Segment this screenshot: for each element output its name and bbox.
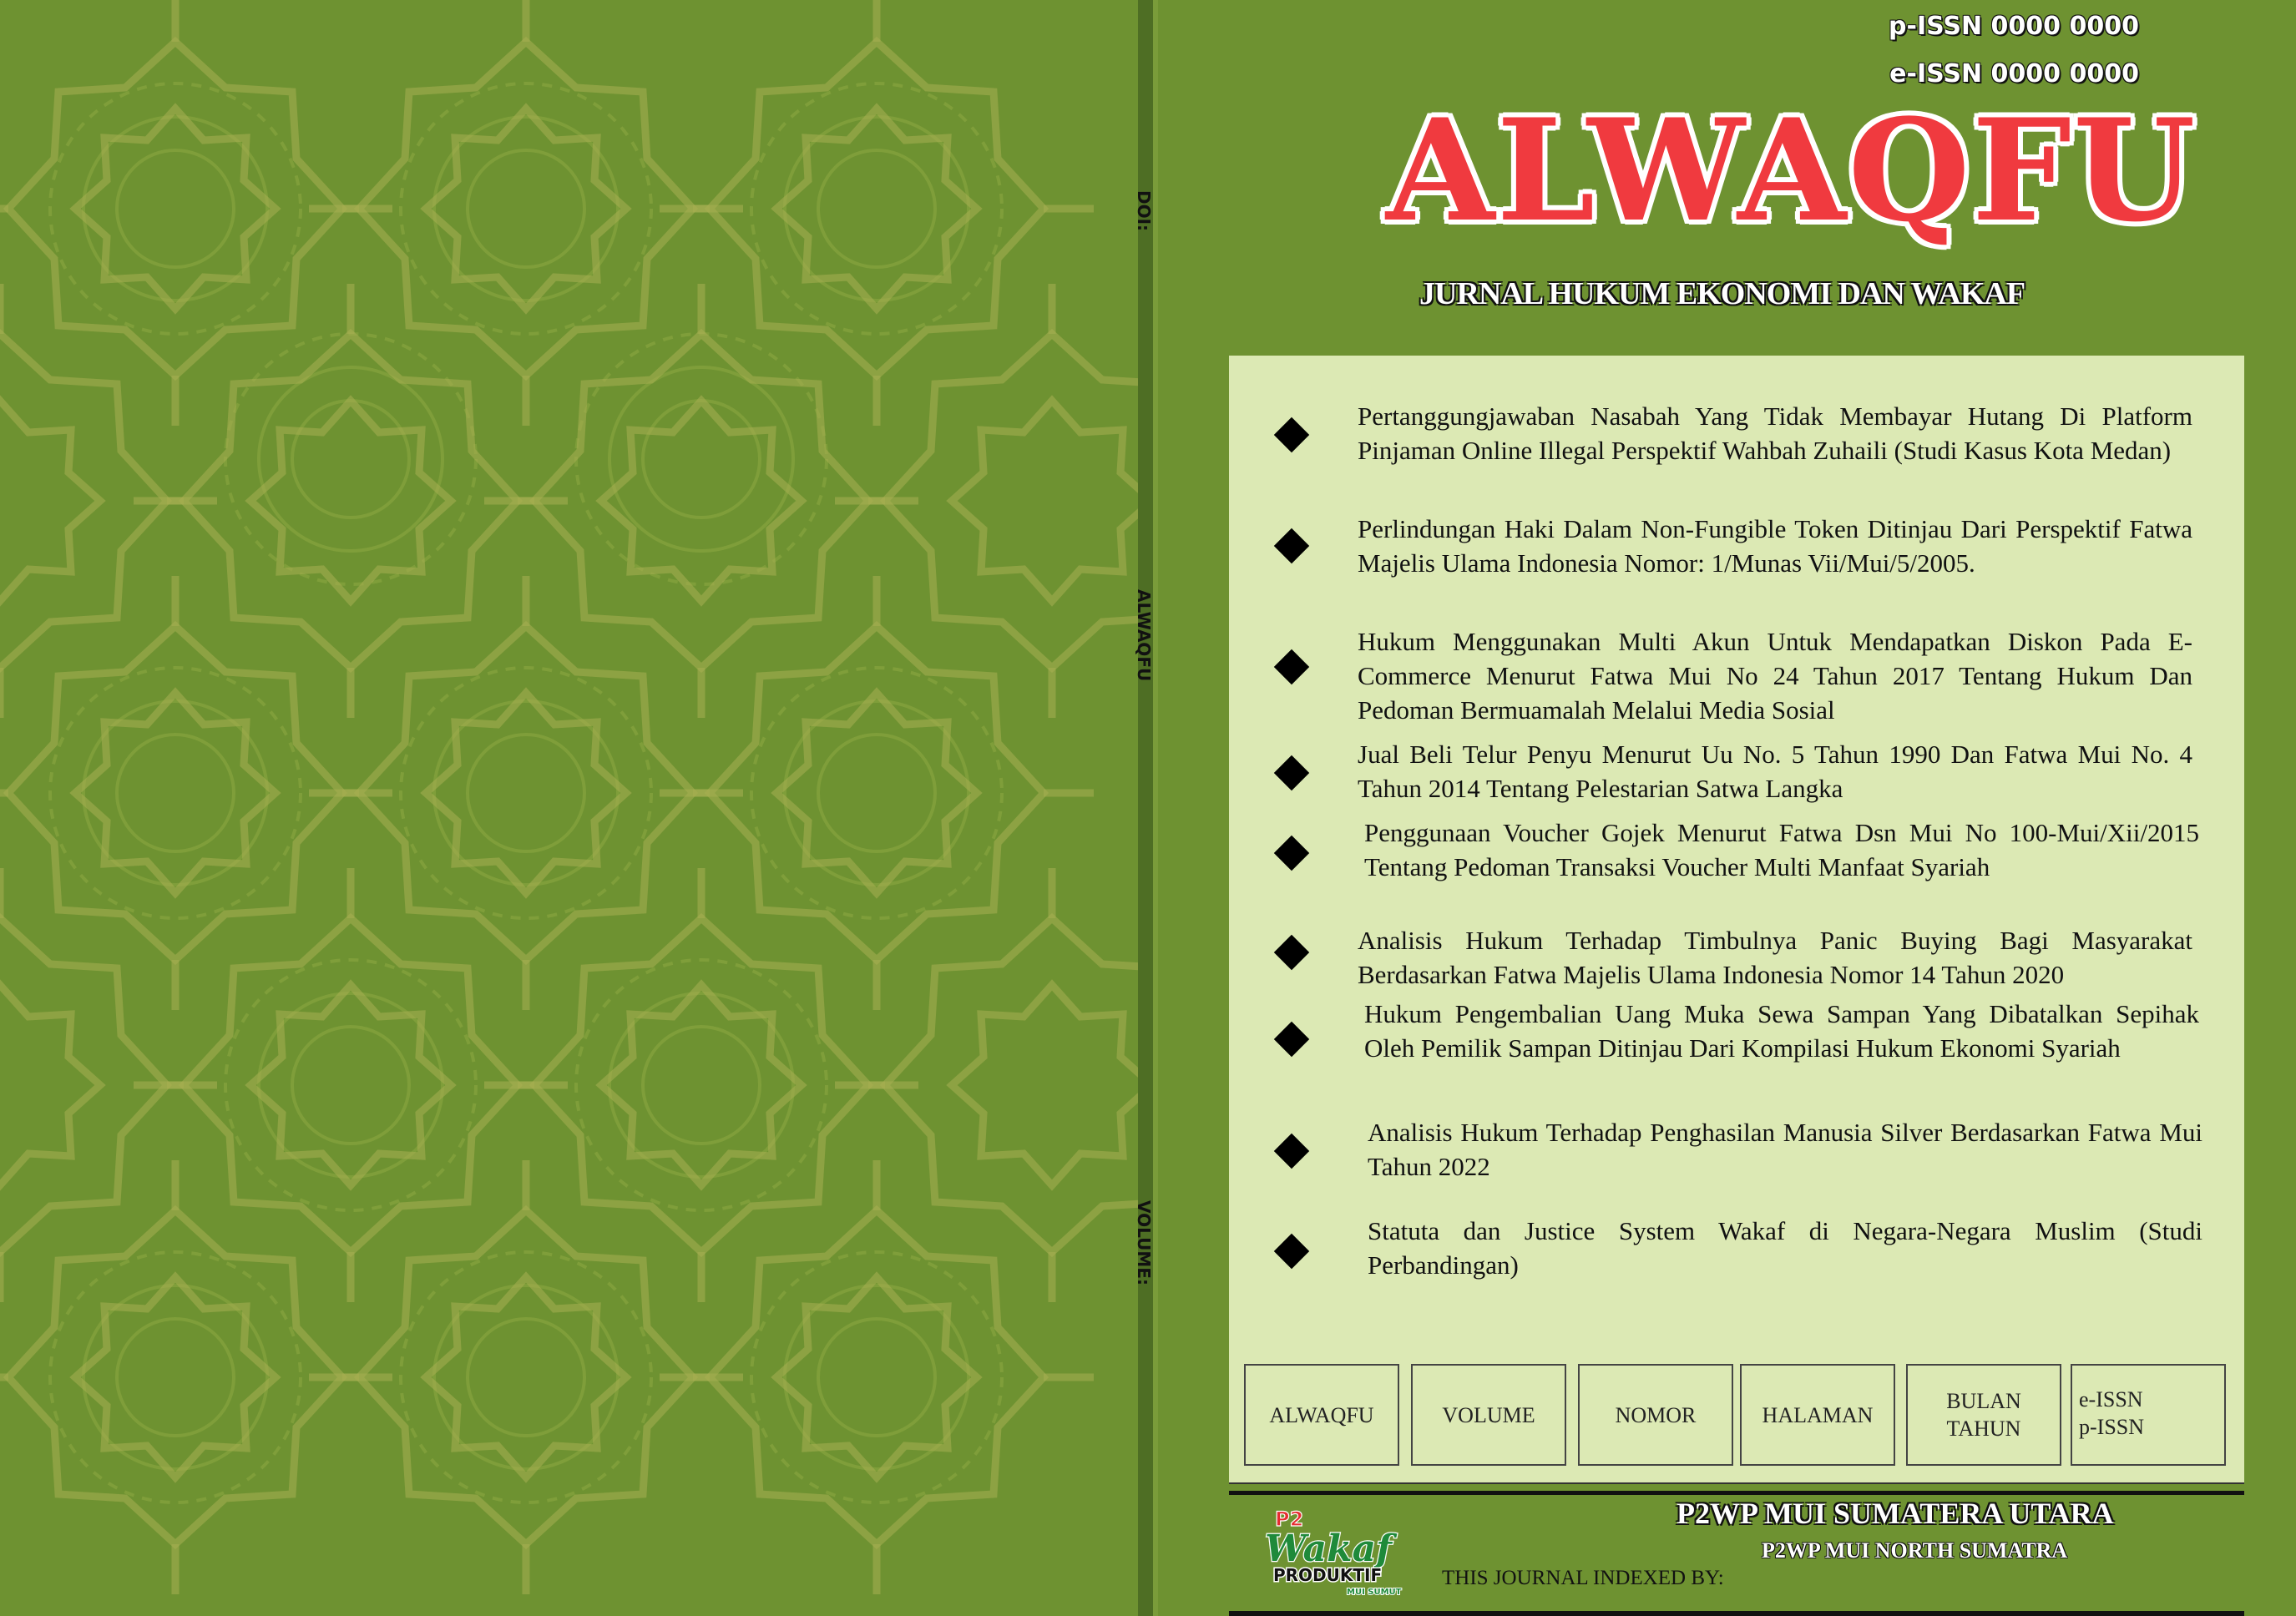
geometric-pattern [0,0,1138,1616]
info-box-date [1906,1364,2061,1466]
info-journal-label: ALWAQFU [1269,1402,1374,1427]
divider [1229,1482,2244,1484]
article-title: Hukum Pengembalian Uang Muka Sewa Sampan Yang Dibatalkan Sepihak Oleh Pemilik Sampan Ditinjau Dari Kompilasi Hukum Ekonomi Syariah [1364,999,2199,1063]
logo-mui-sumut: MUI SUMUT [1347,1588,1402,1597]
spine-doi-label: DOI: [1134,190,1154,232]
info-tahun-label: TAHUN [1946,1417,2021,1441]
article-title: Jual Beli Telur Penyu Menurut Uu No. 5 Tahun 1990 Dan Fatwa Mui No. 4 Tahun 2014 Tentang Pelestarian Satwa Langka [1358,740,2192,803]
bullet-diamond-icon [1274,1022,1309,1057]
bullet-diamond-icon [1274,935,1309,970]
info-box-halaman [1740,1364,1895,1466]
journal-subtitle: JURNAL HUKUM EKONOMI DAN WAKAF [1419,276,2025,311]
article-title: Statuta dan Justice System Wakaf di Negara-Negara Muslim (Studi Perbandingan) [1368,1216,2202,1280]
bullet-diamond-icon [1274,1234,1309,1269]
bullet-diamond-icon [1274,836,1309,871]
logo-wakaf: Wakaf [1265,1528,1393,1570]
divider [1229,1491,2244,1495]
bullet-diamond-icon [1274,528,1309,563]
publisher-name: P2WP MUI SUMATERA UTARA [1676,1497,2114,1530]
info-box-volume [1411,1364,1566,1466]
info-eissn-label: e-ISSN [2079,1387,2143,1411]
article-title: Analisis Hukum Terhadap Timbulnya Panic Buying Bagi Masyarakat Berdasarkan Fatwa Majelis Ulama Indonesia Nomor 14 Tahun 2020 [1358,926,2192,989]
logo-produktif: PRODUKTIF [1273,1565,1383,1585]
article-title: Pertanggungjawaban Nasabah Yang Tidak Membayar Hutang Di Platform Pinjaman Online Illegal Perspektif Wahbah Zuhaili (Studi Kasus Kota Medan) [1358,401,2192,465]
p-issn: p-ISSN 0000 0000 [1889,12,2139,41]
info-pissn-label: p-ISSN [2079,1415,2145,1439]
info-box-journal [1244,1364,1399,1466]
info-bulan-label: BULAN [1946,1389,2021,1413]
info-volume-label: VOLUME [1442,1402,1535,1427]
back-cover [0,0,1138,1616]
logo-p2: P2 [1275,1507,1304,1531]
bullet-diamond-icon [1274,417,1309,452]
article-title: Penggunaan Voucher Gojek Menurut Fatwa Dsn Mui No 100-Mui/Xii/2015 Tentang Pedoman Transaksi Voucher Multi Manfaat Syariah [1364,818,2199,881]
contents-panel [1229,356,2244,1484]
bullet-diamond-icon [1274,755,1309,790]
spine [1134,0,1154,1616]
info-halaman-label: HALAMAN [1762,1402,1874,1427]
spine-volume-label: VOLUME: [1134,1200,1154,1285]
bullet-diamond-icon [1274,649,1309,684]
wakaf-produktif-logo [1257,1502,1407,1599]
article-title: Perlindungan Haki Dalam Non-Fungible Token Ditinjau Dari Perspektif Fatwa Majelis Ulama Indonesia Nomor: 1/Munas Vii/Mui/5/2005. [1358,514,2192,578]
article-title: Hukum Menggunakan Multi Akun Untuk Mendapatkan Diskon Pada E-Commerce Menurut Fatwa Mui No 24 Tahun 2017 Tentang Hukum Dan Pedoman Bermuamalah Melalui Media Sosial [1358,627,2192,725]
bottom-bar [1229,1611,2244,1616]
e-issn: e-ISSN 0000 0000 [1889,59,2139,88]
publisher-name-en: P2WP MUI NORTH SUMATRA [1762,1538,2068,1563]
info-box-issn [2071,1364,2226,1466]
article-title: Analisis Hukum Terhadap Penghasilan Manusia Silver Berdasarkan Fatwa Mui Tahun 2022 [1368,1118,2202,1181]
indexed-by-label: THIS JOURNAL INDEXED BY: [1442,1567,1724,1589]
info-nomor-label: NOMOR [1615,1402,1697,1427]
spine-journal-name: ALWAQFU [1134,589,1154,682]
bullet-diamond-icon [1274,1134,1309,1169]
journal-title: ALWAQFU [1386,88,2197,253]
info-box-nomor [1578,1364,1733,1466]
